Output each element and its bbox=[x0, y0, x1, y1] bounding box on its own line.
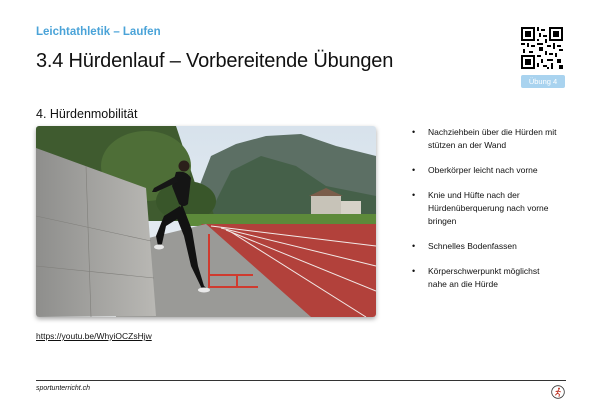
video-link[interactable]: https://youtu.be/WhyiOCZsHjw bbox=[36, 331, 152, 341]
key-point-text: Körperschwerpunkt möglichst nahe an die Hürde bbox=[428, 266, 540, 289]
exercise-badge: Übung 4 bbox=[521, 75, 565, 88]
footer-divider bbox=[36, 380, 566, 381]
key-point bbox=[410, 164, 560, 177]
key-point-text: Oberkörper leicht nach vorne bbox=[428, 165, 538, 175]
key-point-text: Nachziehbein über die Hürden mit stützen an der Wand bbox=[428, 127, 557, 150]
key-points-list bbox=[410, 126, 560, 303]
key-point bbox=[410, 189, 560, 228]
key-point bbox=[410, 240, 560, 253]
section-heading: 4. Hürdenmobilität bbox=[36, 107, 138, 121]
video-thumbnail[interactable] bbox=[36, 126, 376, 317]
footer-site-name: sportunterricht.ch bbox=[36, 385, 91, 392]
qr-code[interactable] bbox=[521, 27, 563, 69]
bullet-icon: • bbox=[412, 190, 416, 200]
key-point bbox=[410, 265, 560, 291]
bullet-icon: • bbox=[412, 266, 416, 276]
key-point-text: Knie und Hüfte nach der Hürdenüberquerung nach vorne bringen bbox=[428, 190, 549, 226]
key-point-text: Schnelles Bodenfassen bbox=[428, 241, 517, 251]
key-point bbox=[410, 126, 560, 152]
runner-logo-icon bbox=[551, 385, 565, 399]
bullet-icon: • bbox=[412, 127, 416, 137]
slide-subtitle: Leichtathletik – Laufen bbox=[36, 26, 161, 38]
bullet-icon: • bbox=[412, 165, 416, 175]
page-title: 3.4 Hürdenlauf – Vorbereitende Übungen bbox=[36, 50, 394, 72]
bullet-icon: • bbox=[412, 241, 416, 251]
